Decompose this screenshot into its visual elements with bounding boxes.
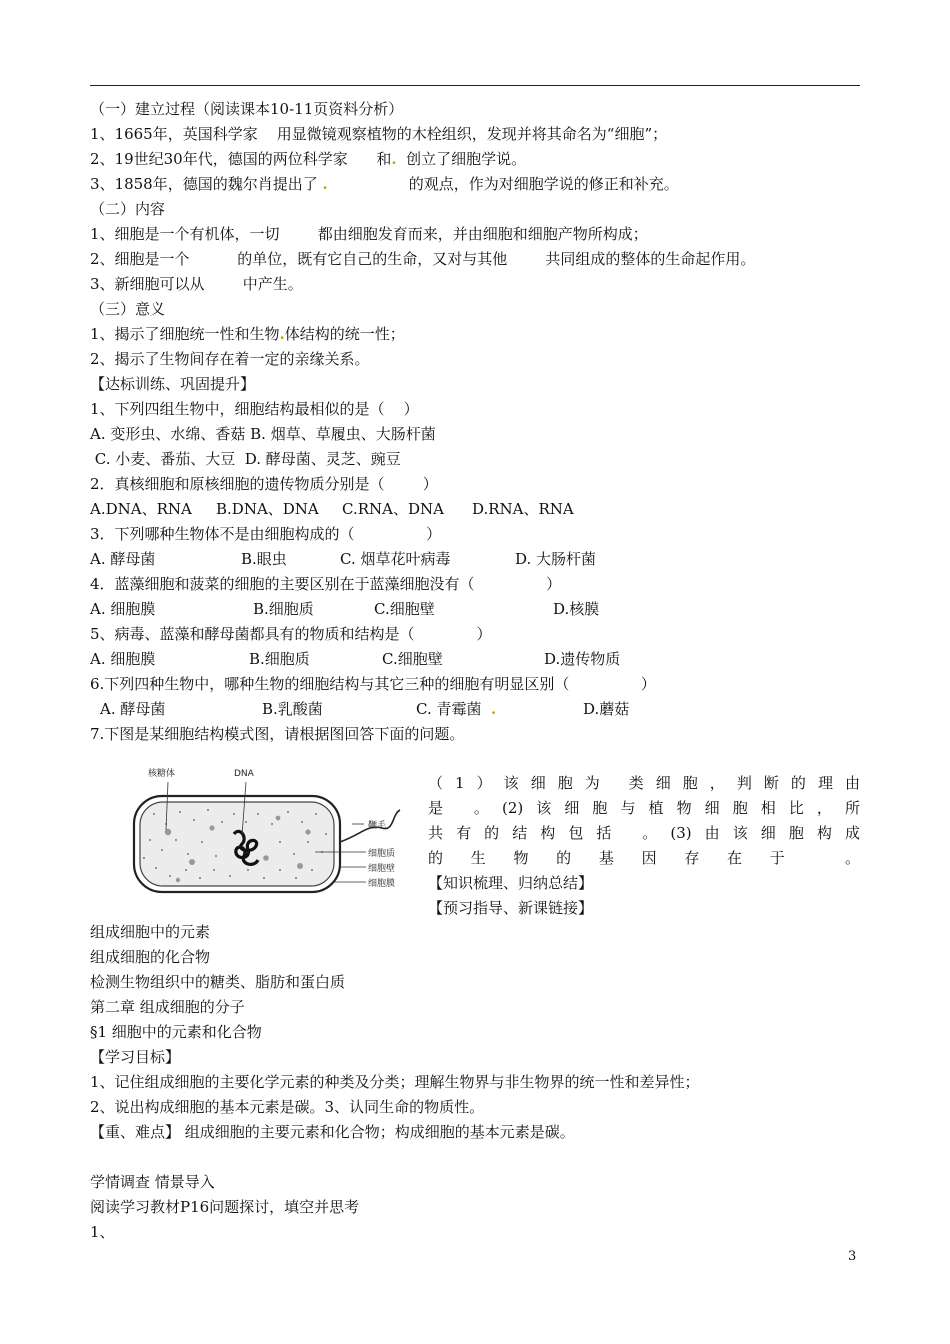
section3-line1: 1、揭示了细胞统一性和生物.体结构的统一性； (90, 325, 405, 343)
ribosome-label: 核糖体 (148, 769, 176, 779)
prokaryotic-cell-diagram (130, 762, 405, 897)
question-6-option-a: A. 酵母菌 (100, 700, 166, 718)
q7-right-line4: 的生物的基因存在于 。 (428, 849, 860, 867)
goals-heading: 【学习目标】 (90, 1048, 181, 1066)
question-3-option-d: D. 大肠杆菌 (515, 550, 597, 568)
section2-line2: 2、细胞是一个 的单位，既有它自己的生命，又对与其他 共同组成的整体的生命起作用。 (90, 250, 756, 268)
question-7: 7.下图是某细胞结构模式图，请根据图回答下面的问题。 (90, 725, 465, 743)
dna-label: DNA (234, 769, 254, 779)
yellow-dot-mark: . (491, 700, 497, 718)
question-3-option-b: B.眼虫 (241, 550, 287, 568)
preview-heading: 【预习指导、新课链接】 (428, 899, 594, 917)
section2-heading: （二）内容 (90, 200, 166, 218)
q7-right-line3: 共有的结构包括 。(3)由该细胞构成 (428, 824, 860, 842)
header-rule (90, 85, 860, 86)
reading-task: 阅读学习教材P16问题探讨，填空并思考 (90, 1198, 360, 1216)
question-5-option-b: B.细胞质 (249, 650, 310, 668)
question-1: 1、下列四组生物中，细胞结构最相似的是（ ） (90, 400, 419, 418)
section2-line3: 3、新细胞可以从 中产生。 (90, 275, 303, 293)
question-2-option-b: B.DNA、DNA (216, 500, 319, 518)
question-5-option-d: D.遗传物质 (544, 650, 621, 668)
question-6-option-c: C. 青霉菌 . (416, 700, 497, 718)
question-1-options-cd: C. 小麦、番茄、大豆 D. 酵母菌、灵芝、豌豆 (90, 450, 401, 468)
question-5-option-a: A. 细胞膜 (90, 650, 156, 668)
yellow-dot-mark: . (391, 150, 397, 168)
question-6-option-b: B.乳酸菌 (262, 700, 323, 718)
key-points: 【重、难点】 组成细胞的主要元素和化合物；构成细胞的基本元素是碳。 (90, 1123, 575, 1141)
question-6-option-d: D.蘑菇 (583, 700, 630, 718)
question-3-option-c: C. 烟草花叶病毒 (340, 550, 451, 568)
cell-membrane-outline (140, 802, 334, 886)
q7-right-line1: （1）该细胞为 类细胞，判断的理由 (428, 774, 860, 792)
goal-line-1: 1、记住组成细胞的主要化学元素的种类及分类；理解生物界与非生物界的统一性和差异性； (90, 1073, 700, 1091)
question-5: 5、病毒、蓝藻和酵母菌都具有的物质和结构是（ ） (90, 625, 492, 643)
section3-line2: 2、揭示了生物间存在着一定的亲缘关系。 (90, 350, 370, 368)
answer-line-1: 1、 (90, 1223, 115, 1241)
question-2-option-c: C.RNA、DNA (342, 500, 444, 518)
yellow-dot-mark: . (322, 175, 328, 193)
section3-heading: （三）意义 (90, 300, 166, 318)
summary-heading: 【知识梳理、归纳总结】 (428, 874, 594, 892)
chapter-topic-3: 检测生物组织中的糖类、脂肪和蛋白质 (90, 973, 346, 991)
question-4: 4．蓝藻细胞和菠菜的细胞的主要区别在于蓝藻细胞没有（ ） (90, 575, 562, 593)
page-number: 3 (848, 1249, 857, 1264)
practice-heading: 【达标训练、巩固提升】 (90, 375, 256, 393)
section1-line3: 3、1858年，德国的魏尔肖提出了 . 的观点，作为对细胞学说的修正和补充。 (90, 175, 679, 193)
section1-line1: 1、1665年，英国科学家 用显微镜观察植物的木栓组织，发现并将其命名为“细胞”； (90, 125, 668, 143)
yellow-dot-mark: . (279, 325, 285, 343)
question-3: 3．下列哪种生物体不是由细胞构成的（ ） (90, 525, 442, 543)
cell-membrane-label: 细胞膜 (368, 879, 396, 889)
question-2-option-d: D.RNA、RNA (472, 500, 574, 518)
goal-line-2: 2、说出构成细胞的基本元素是碳。3、认同生命的物质性。 (90, 1098, 485, 1116)
question-4-option-a: A. 细胞膜 (90, 600, 156, 618)
question-2-option-a: A.DNA、RNA (90, 500, 192, 518)
question-2: 2．真核细胞和原核细胞的遗传物质分别是（ ） (90, 475, 438, 493)
section2-line1: 1、细胞是一个有机体，一切 都由细胞发育而来，并由细胞和细胞产物所构成； (90, 225, 648, 243)
q7-right-line2: 是 。(2)该细胞与植物细胞相比，所 (428, 799, 860, 817)
cell-wall-label: 细胞壁 (368, 864, 396, 874)
section1-line2: 2、19世纪30年代，德国的两位科学家 和. 创立了细胞学说。 (90, 150, 527, 168)
chapter-topic-2: 组成细胞的化合物 (90, 948, 211, 966)
question-4-option-d: D.核膜 (553, 600, 600, 618)
question-6: 6.下列四种生物中，哪种生物的细胞结构与其它三种的细胞有明显区别（ ） (90, 675, 656, 693)
section-title: §1 细胞中的元素和化合物 (90, 1023, 262, 1041)
question-5-option-c: C.细胞壁 (382, 650, 443, 668)
cytoplasm-label: 细胞质 (368, 849, 396, 859)
question-3-option-a: A. 酵母菌 (90, 550, 156, 568)
section1-heading: （一）建立过程（阅读课本10-11页资料分析） (90, 100, 404, 118)
flagellum-label: 鞭毛 (368, 821, 387, 831)
chapter-title: 第二章 组成细胞的分子 (90, 998, 245, 1016)
question-4-option-b: B.细胞质 (253, 600, 314, 618)
chapter-topic-1: 组成细胞中的元素 (90, 923, 211, 941)
question-1-options-ab: A. 变形虫、水绵、香菇 B. 烟草、草履虫、大肠杆菌 (90, 425, 436, 443)
situation-intro: 学情调查 情景导入 (90, 1173, 215, 1191)
question-4-option-c: C.细胞壁 (374, 600, 435, 618)
